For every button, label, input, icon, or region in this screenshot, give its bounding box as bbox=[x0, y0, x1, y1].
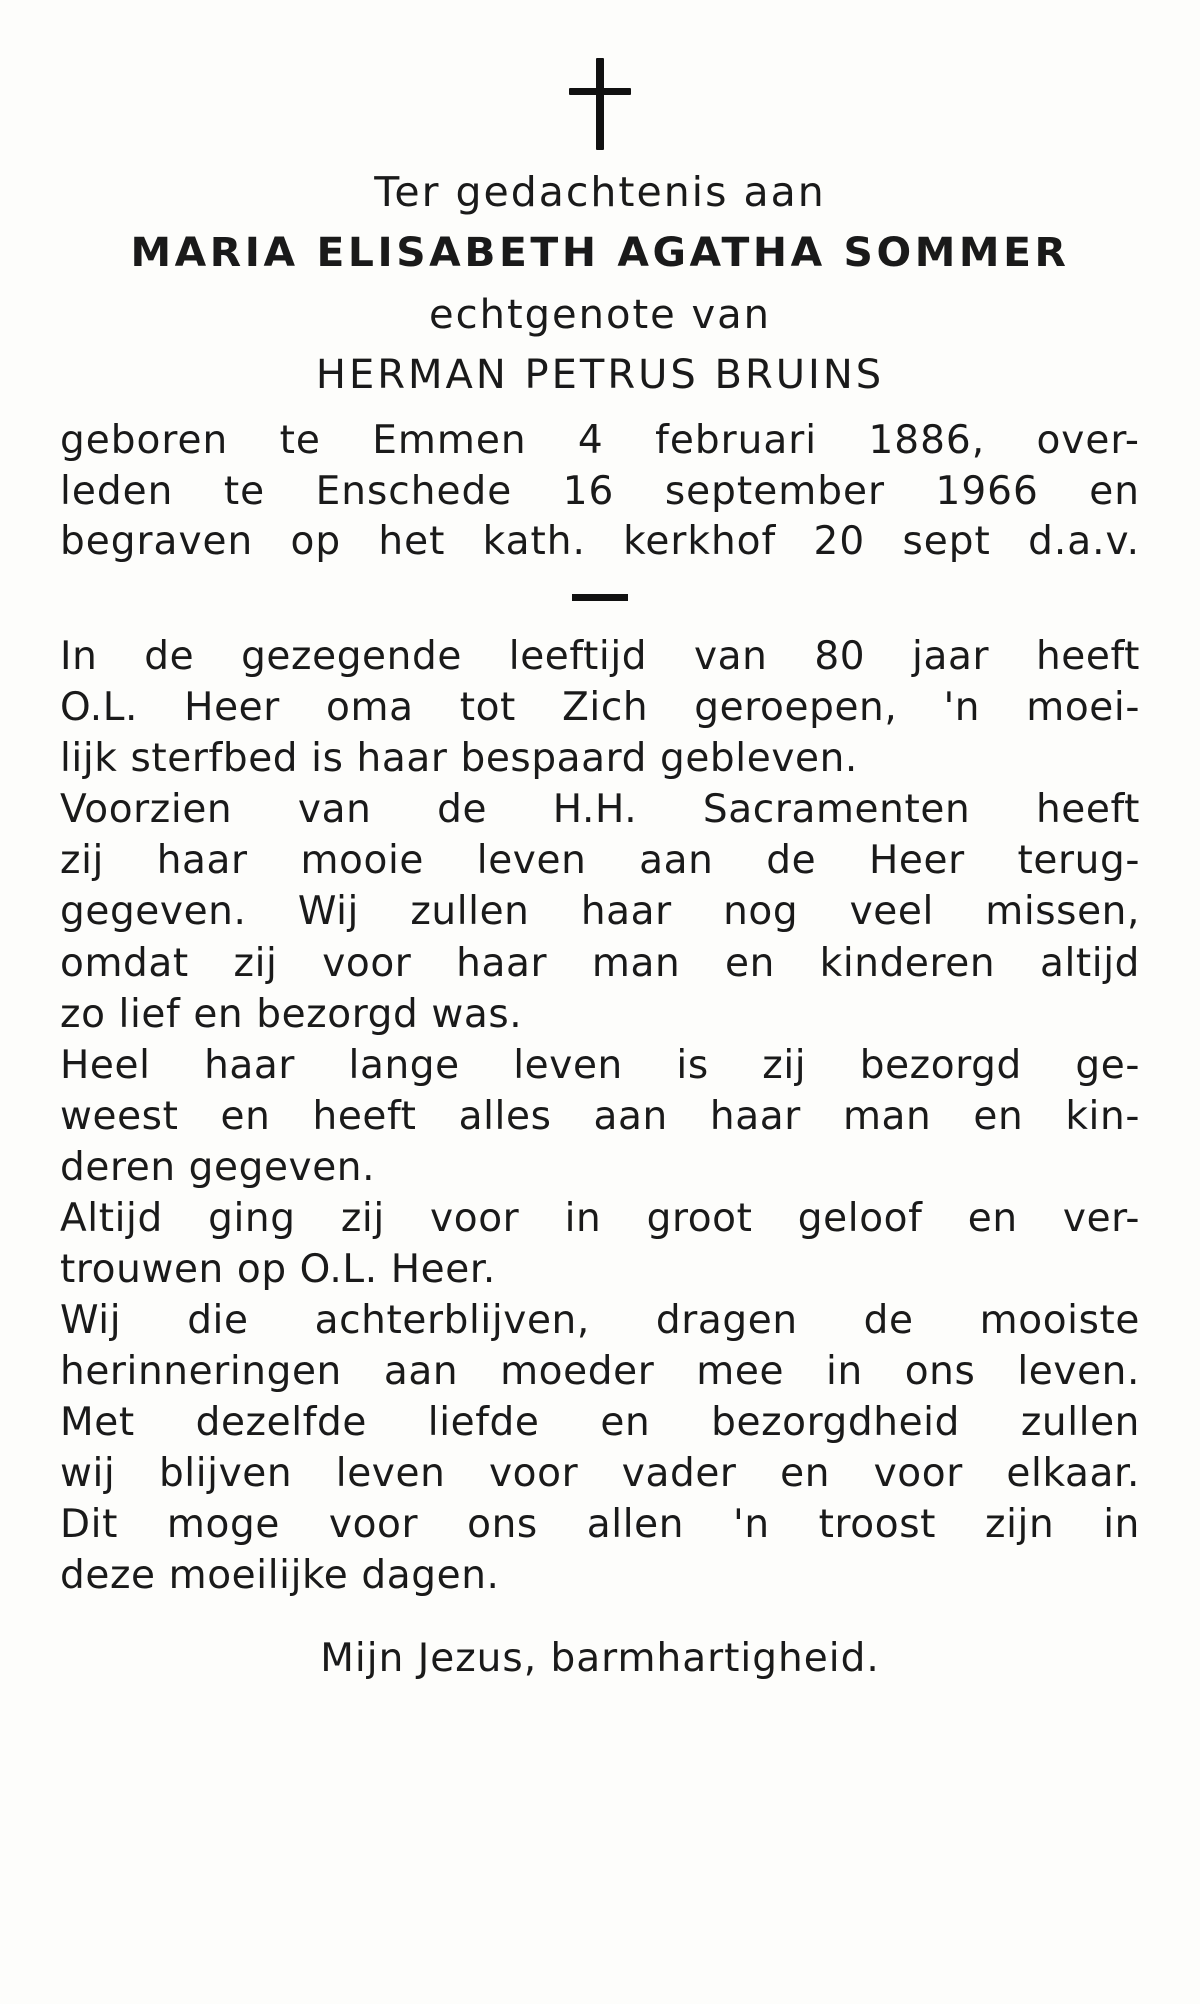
relation-text: echtgenote van bbox=[428, 292, 771, 338]
body-line: Heel haar lange leven is zij bezorgd ge- bbox=[60, 1042, 1140, 1088]
body-paragraph bbox=[60, 631, 1140, 1601]
cross-vertical-bar bbox=[596, 58, 604, 150]
body-line: herinneringen aan moeder mee in ons leven. bbox=[60, 1349, 1140, 1395]
body-line: O.L. Heer oma tot Zich geroepen, 'n moei- bbox=[60, 685, 1140, 731]
section-divider bbox=[572, 594, 628, 601]
divider-wrapper bbox=[60, 594, 1140, 601]
body-line: Wij die achterblijven, dragen de mooiste bbox=[60, 1298, 1140, 1344]
latin-cross-icon bbox=[569, 58, 631, 150]
body-line: Altijd ging zij voor in groot geloof en ver- bbox=[60, 1195, 1140, 1241]
body-line: weest en heeft alles aan haar man en kin- bbox=[60, 1093, 1140, 1139]
cross-horizontal-bar bbox=[569, 88, 631, 95]
spouse-name: HERMAN PETRUS BRUINS bbox=[315, 352, 885, 398]
body-line: lijk sterfbed is haar bespaard gebleven. bbox=[60, 736, 858, 782]
body-line: zo lief en bezorgd was. bbox=[60, 991, 523, 1037]
deceased-name: MARIA ELISABETH AGATHA SOMMER bbox=[130, 230, 1070, 276]
cross-icon-wrapper bbox=[60, 58, 1140, 168]
dates-line: geboren te Emmen 4 februari 1886, over- bbox=[60, 418, 1140, 463]
body-line: gegeven. Wij zullen haar nog veel missen, bbox=[60, 889, 1140, 935]
header-block bbox=[60, 168, 1140, 398]
body-line: Voorzien van de H.H. Sacramenten heeft bbox=[60, 787, 1140, 833]
body-line: zij haar mooie leven aan de Heer terug- bbox=[60, 838, 1140, 884]
body-line: wij blijven leven voor vader en voor elkaar. bbox=[60, 1451, 1140, 1497]
dates-line: begraven op het kath. kerkhof 20 sept d.a.v. bbox=[60, 519, 1140, 565]
dedication-text: Ter gedachtenis aan bbox=[374, 168, 826, 216]
body-line: In de gezegende leeftijd van 80 jaar heeft bbox=[60, 634, 1140, 680]
dates-line: leden te Enschede 16 september 1966 en bbox=[60, 468, 1140, 514]
body-line: deze moeilijke dagen. bbox=[60, 1553, 500, 1599]
body-line: omdat zij voor haar man en kinderen altijd bbox=[60, 940, 1140, 986]
dates-paragraph bbox=[60, 416, 1140, 568]
body-line: Met dezelfde liefde en bezorgdheid zullen bbox=[60, 1400, 1140, 1446]
body-line: trouwen op O.L. Heer. bbox=[60, 1247, 496, 1292]
body-line: Dit moge voor ons allen 'n troost zijn in bbox=[60, 1502, 1140, 1548]
closing-prayer: Mijn Jezus, barmhartigheid. bbox=[320, 1635, 880, 1681]
body-line: deren gegeven. bbox=[60, 1144, 376, 1190]
